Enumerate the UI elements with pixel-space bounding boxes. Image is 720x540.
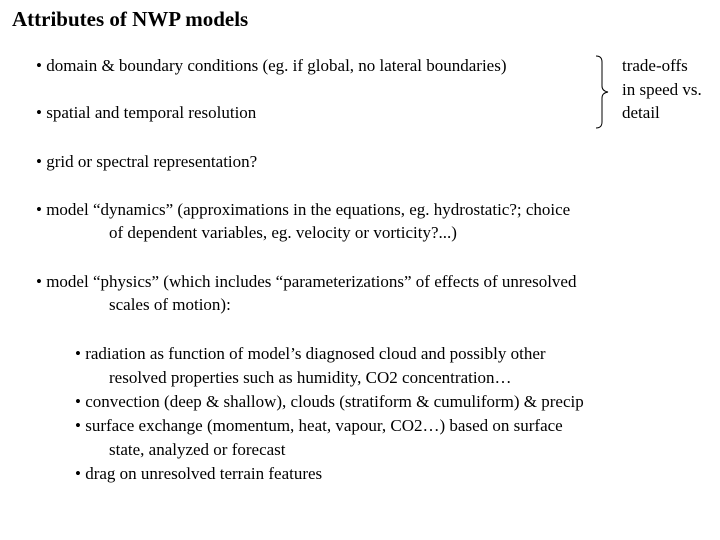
slide-title: Attributes of NWP models — [12, 7, 249, 31]
sub-bullet-surface-exchange: • surface exchange (momentum, heat, vapour, CO2…) based on surface — [75, 416, 563, 435]
tradeoff-note-line: trade-offs — [622, 56, 688, 75]
bullet-physics-continued: scales of motion): — [109, 295, 231, 314]
tradeoff-note-line: detail — [622, 103, 660, 122]
sub-bullet-drag: • drag on unresolved terrain features — [75, 464, 323, 483]
bullet-grid-spectral: • grid or spectral representation? — [36, 152, 258, 171]
bullet-physics: • model “physics” (which includes “parameterizations” of effects of unresolved — [36, 272, 577, 291]
curly-brace-icon — [594, 54, 614, 130]
sub-bullet-radiation-continued: resolved properties such as humidity, CO2 concentration… — [109, 368, 512, 387]
bullet-resolution: • spatial and temporal resolution — [36, 103, 257, 122]
bullet-domain: • domain & boundary conditions (eg. if global, no lateral boundaries) — [36, 56, 507, 75]
sub-bullet-radiation: • radiation as function of model’s diagnosed cloud and possibly other — [75, 344, 546, 363]
bullet-dynamics-continued: of dependent variables, eg. velocity or vorticity?...) — [109, 223, 457, 242]
sub-bullet-convection: • convection (deep & shallow), clouds (stratiform & cumuliform) & precip — [75, 392, 584, 411]
bullet-dynamics: • model “dynamics” (approximations in the equations, eg. hydrostatic?; choice — [36, 200, 571, 219]
sub-bullet-surface-exchange-continued: state, analyzed or forecast — [109, 440, 286, 459]
tradeoff-note-line: in speed vs. — [622, 80, 702, 99]
